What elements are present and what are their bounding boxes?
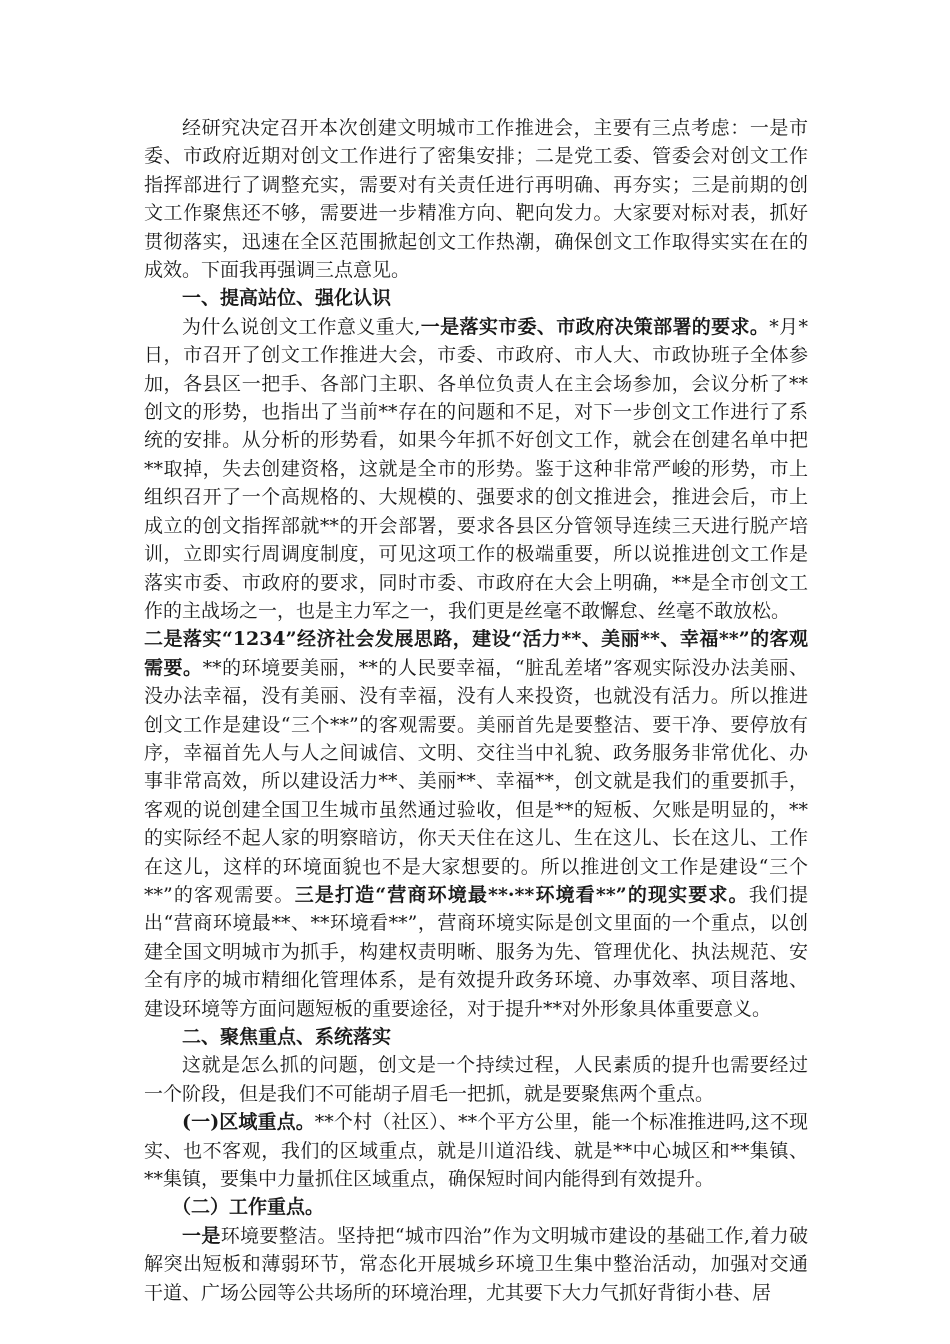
section-heading-2: 二、聚焦重点、系统落实 xyxy=(182,1026,392,1048)
bold-lead: (一)区域重点。 xyxy=(182,1111,315,1134)
section-heading-1: 一、提高站位、强化认识 xyxy=(182,287,392,310)
paragraph-focus: 这就是怎么抓的问题，创文是一个持续过程，人民素质的提升也需要经过一个阶段，但是我们不可能胡子眉毛一把抓，就是要聚焦两个重点。 xyxy=(144,1054,808,1105)
bold-lead: 一是 xyxy=(182,1224,221,1247)
subsection-heading-work-focus: （二）工作重点。 xyxy=(172,1196,325,1219)
paragraph-second-third-point xyxy=(144,625,808,1023)
bold-lead: 二是落实“1234”经济社会发展思路，建设“活力**、美丽**、幸福**”的客观需要。 xyxy=(144,628,808,679)
paragraph-text: 我们提出“营商环境最**、**环境看**”，营商环境实际是创文里面的一个重点，以创建全国文明城市为抓手，构建权责明晰、服务为先、管理优化、执法规范、安全有序的城市精细化管理体系，是有效提升政务环境、办事效率、项目落地、建设环境等方面问题短板的重要途径，对于提升**对外形象具体重要意义。 xyxy=(144,883,808,1020)
paragraph-area-focus xyxy=(144,1108,808,1193)
paragraph-environment xyxy=(144,1222,808,1307)
document-body xyxy=(144,114,808,1307)
bold-lead: 三是打造“营商环境最**·**环境看**”的现实要求。 xyxy=(294,883,749,906)
intro-paragraph: 经研究决定召开本次创建文明城市工作推进会，主要有三点考虑：一是市委、市政府近期对创文工作进行了密集安排；二是党工委、管委会对创文工作指挥部进行了调整充实，需要对有关责任进行再明确、再夯实；三是前期的创文工作聚焦还不够，需要进一步精准方向、靶向发力。大家要对标对表，抓好贯彻落实，迅速在全区范围掀起创文工作热潮，确保创文工作取得实实在在的成效。下面我再强调三点意见。 xyxy=(144,117,808,282)
paragraph-text: 环境要整洁。坚持把“城市四治”作为文明城市建设的基础工作,着力破解突出短板和薄弱环节，常态化开展城乡环境卫生集中整治活动，加强对交通干道、广场公园等公共场所的环境治理，尤其要下大力气抓好背街小巷、居 xyxy=(144,1224,808,1304)
bold-lead: 一是落实市委、市政府决策部署的要求。 xyxy=(420,315,770,338)
paragraph-text: **的环境要美丽，**的人民要幸福，“脏乱差堵”客观实际没办法美丽、没办法幸福，没有美丽、没有幸福，没有人来投资，也就没有活力。所以推进创文工作是建设“三个**”的客观需要。美丽首先是要整洁、要干净、要停放有序，幸福首先人与人之间诚信、文明、交往当中礼貌、政务服务非常优化、办事非常高效，所以建设活力**、美丽**、幸福**，创文就是我们的重要抓手，客观的说创建全国卫生城市虽然通过验收，但是**的短板、欠账是明显的，**的实际经不起人家的明察暗访，你天天住在这儿、生在这儿、长在这儿、工作在这儿，这样的环境面貌也不是大家想要的。所以推进创文工作是建设“三个**”的客观需要。 xyxy=(144,656,808,906)
paragraph-text: *月*日，市召开了创文工作推进大会，市委、市政府、市人大、市政协班子全体参加，各县区一把手、各部门主职、各单位负责人在主会场参加，会议分析了**创文的形势，也指出了当前**存在的问题和不足，对下一步创文工作进行了系统的安排。从分析的形势看，如果今年抓不好创文工作，就会在创建名单中把**取掉，失去创建资格，这就是全市的形势。鉴于这种非常严峻的形势，市上组织召开了一个高规格的、大规模的、强要求的创文推进会，推进会后，市上成立的创文指挥部就**的开会部署，要求各县区分管领导连续三天进行脱产培训，立即实行周调度制度，可见这项工作的极端重要，所以说推进创文工作是落实市委、市政府的要求，同时市委、市政府在大会上明确，**是全市创文工作的主战场之一，也是主力军之一，我们更是丝毫不敢懈怠、丝毫不敢放松。 xyxy=(144,315,808,622)
paragraph-text: **个村（社区）、**个平方公里，能一个标准推进吗,这不现实、也不客观，我们的区域重点，就是川道沿线、就是**中心城区和**集镇、**集镇，要集中力量抓住区域重点，确保短时间内能得到有效提升。 xyxy=(144,1111,808,1191)
paragraph-text: 为什么说创文工作意义重大, xyxy=(182,315,421,338)
paragraph-first-point xyxy=(144,313,808,625)
